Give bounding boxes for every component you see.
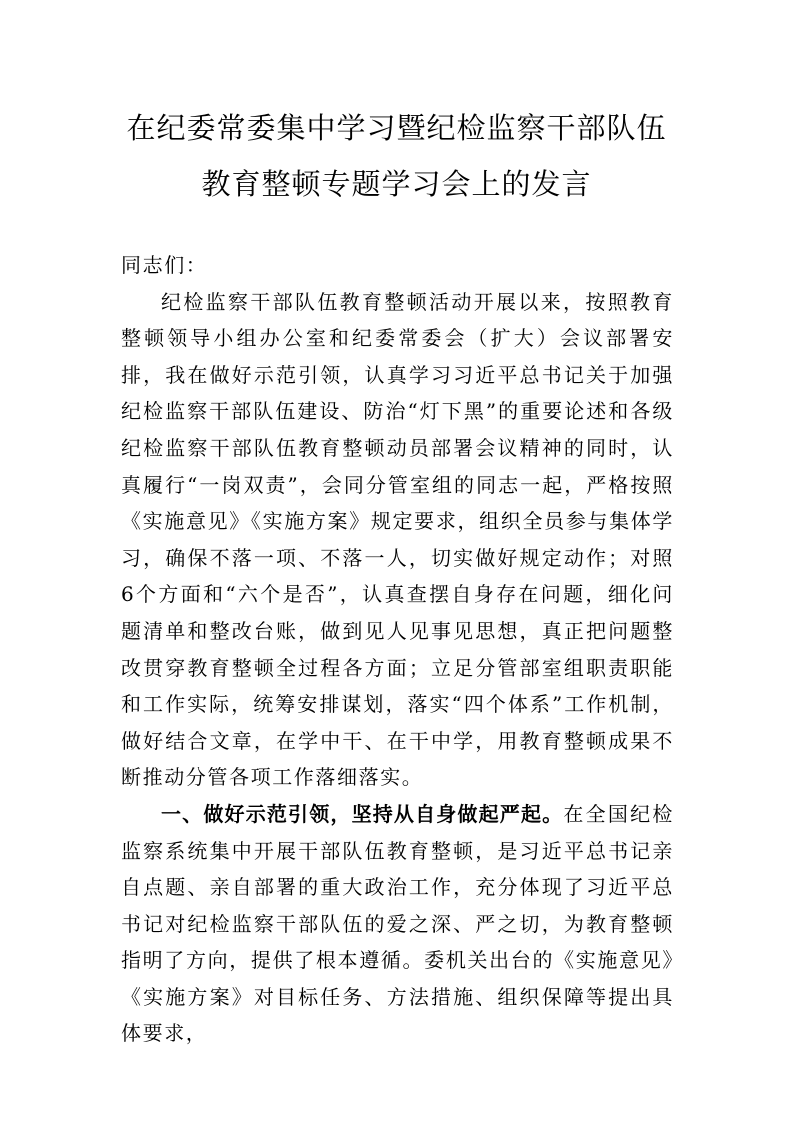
document-body	[121, 247, 674, 1052]
document-title-line-2: 教育整顿专题学习会上的发言	[201, 167, 592, 201]
salutation: 同志们：	[121, 253, 208, 277]
paragraph-intro: 纪检监察干部队伍教育整顿活动开展以来，按照教育整顿领导小组办公室和纪委常委会（扩大）会议部署安排，我在做好示范引领，认真学习习近平总书记关于加强纪检监察干部队伍建设、防治“灯下黑”的重要论述和各级纪检监察干部队伍教育整顿动员部署会议精神的同时，认真履行“一岗双责”，会同分管室组的同志一起，严格按照《实施意见》《实施方案》规定要求，组织全员参与集体学习，确保不落一项、不落一人，切实做好规定动作；对照6个方面和“六个是否”，认真查摆自身存在问题，细化问题清单和整改台账，做到见人见事见思想，真正把问题整改贯穿教育整顿全过程各方面；立足分管部室组职责职能和工作实际，统筹安排谋划，落实“四个体系”工作机制，做好结合文章，在学中干、在干中学，用教育整顿成果不断推动分管各项工作落细落实。	[121, 289, 674, 790]
document-title-line-1: 在纪委常委集中学习暨纪检监察干部队伍	[126, 111, 667, 145]
section-1-text: 在全国纪检监察系统集中开展干部队伍教育整顿，是习近平总书记亲自点题、亲自部署的重大政治工作，充分体现了习近平总书记对纪检监察干部队伍的爱之深、严之切，为教育整顿指明了方向，提供了根本遵循。委机关出台的《实施意见》《实施方案》对目标任务、方法措施、组织保障等提出具体要求，	[121, 801, 675, 1046]
section-heading-1: 一、做好示范引领，坚持从自身做起严起。	[161, 801, 564, 826]
paragraph-section-1	[121, 796, 674, 1052]
